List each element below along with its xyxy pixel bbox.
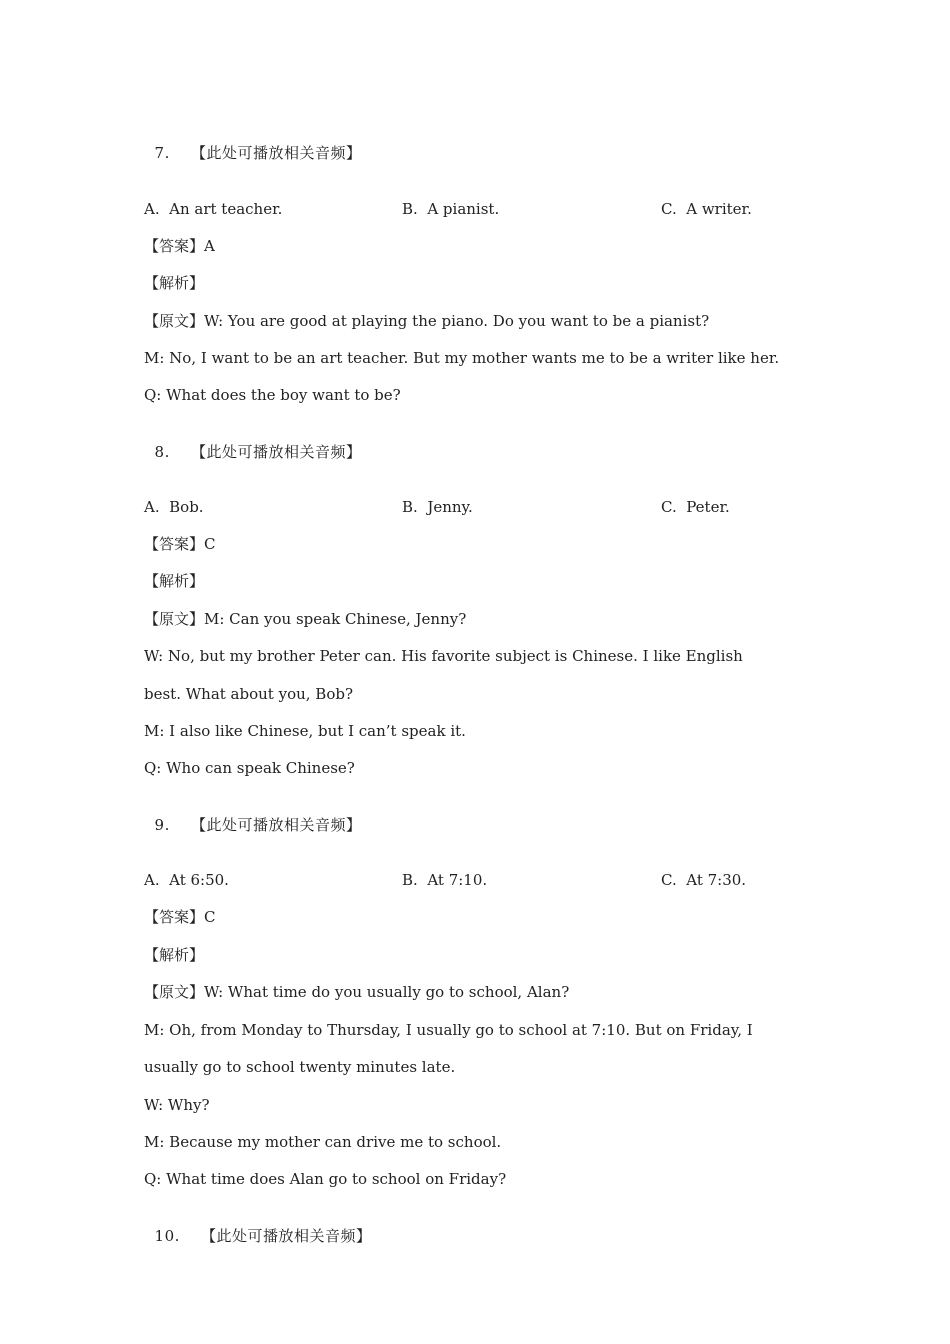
option-b: B. Jenny. <box>402 498 473 516</box>
transcript-line: M: Because my mother can drive me to school. <box>144 1133 502 1151</box>
transcript-line: best. What about you, Bob? <box>144 685 353 703</box>
option-a: A. At 6:50. <box>144 871 229 889</box>
transcript-line: M: I also like Chinese, but I can’t speak it. <box>144 722 466 740</box>
question-9-header <box>144 795 361 835</box>
analysis-label: 【解析】 <box>144 274 205 292</box>
answer-line: 【答案】A <box>144 237 215 255</box>
audio-prompt[interactable]: 【此处可播放相关音频】 <box>190 144 362 162</box>
transcript-line: Q: What does the boy want to be? <box>144 386 401 404</box>
transcript-line: Q: What time does Alan go to school on Friday? <box>144 1170 507 1188</box>
transcript-line: 【原文】M: Can you speak Chinese, Jenny? <box>144 610 467 628</box>
transcript-line: M: No, I want to be an art teacher. But my mother wants me to be a writer like her. <box>144 349 780 367</box>
option-a: A. Bob. <box>144 498 204 516</box>
option-b: B. A pianist. <box>402 200 500 218</box>
option-c: C. A writer. <box>661 200 752 218</box>
audio-prompt[interactable]: 【此处可播放相关音频】 <box>200 1227 372 1245</box>
analysis-label: 【解析】 <box>144 572 205 590</box>
transcript-line: 【原文】W: You are good at playing the piano. Do you want to be a pianist? <box>144 312 710 330</box>
answer-line: 【答案】C <box>144 535 216 553</box>
question-number: 8. <box>154 443 170 461</box>
question-7-header <box>144 123 361 163</box>
question-number: 9. <box>154 816 170 834</box>
transcript-line: M: Oh, from Monday to Thursday, I usually go to school at 7:10. But on Friday, I <box>144 1021 753 1039</box>
audio-prompt[interactable]: 【此处可播放相关音频】 <box>190 816 362 834</box>
answer-line: 【答案】C <box>144 908 216 926</box>
transcript-line: W: No, but my brother Peter can. His favorite subject is Chinese. I like English <box>144 647 743 665</box>
transcript-line: Q: Who can speak Chinese? <box>144 759 355 777</box>
question-number: 10. <box>154 1227 180 1245</box>
question-number: 7. <box>154 144 170 162</box>
question-8-header <box>144 422 361 462</box>
transcript-line: W: Why? <box>144 1096 210 1114</box>
transcript-line: 【原文】W: What time do you usually go to school, Alan? <box>144 983 570 1001</box>
transcript-line: usually go to school twenty minutes late. <box>144 1058 456 1076</box>
analysis-label: 【解析】 <box>144 946 205 964</box>
option-c: C. At 7:30. <box>661 871 747 889</box>
option-a: A. An art teacher. <box>144 200 283 218</box>
option-b: B. At 7:10. <box>402 871 488 889</box>
audio-prompt[interactable]: 【此处可播放相关音频】 <box>190 443 362 461</box>
option-c: C. Peter. <box>661 498 730 516</box>
question-10-header <box>144 1206 372 1246</box>
